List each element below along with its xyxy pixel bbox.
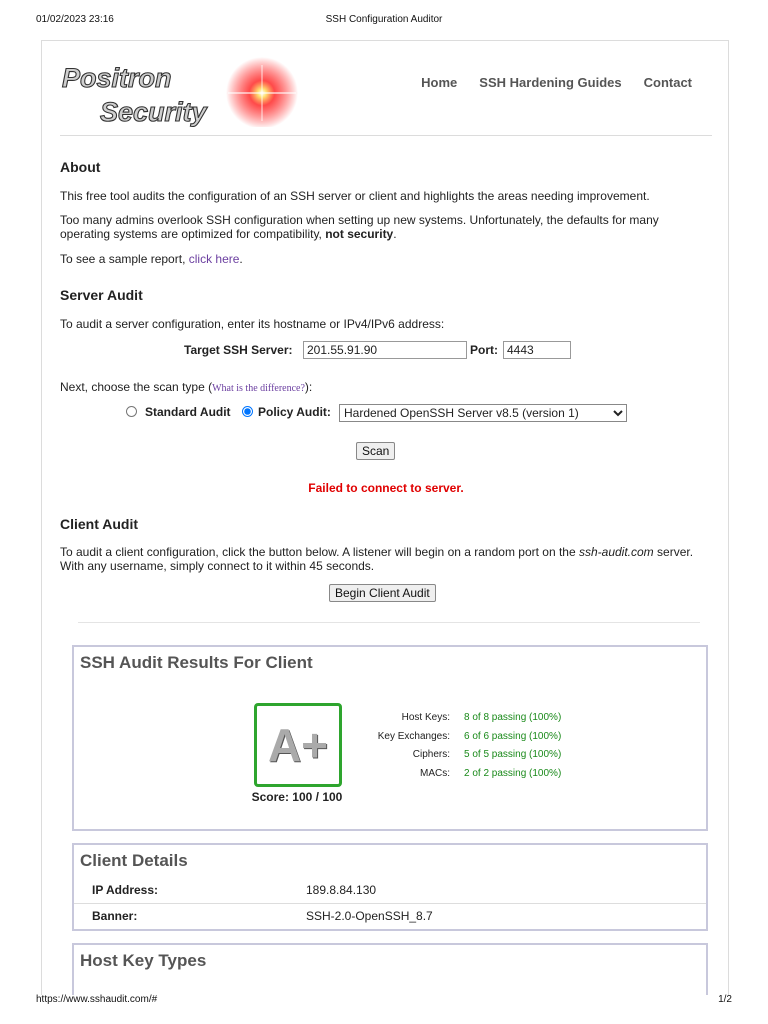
about-p2-text: Too many admins overlook SSH configuration when setting up new systems. Unfortunately, the defaults for many operating systems are optimized for compatibility, <box>60 213 659 241</box>
policy-audit-radio[interactable] <box>242 406 253 417</box>
score-label: Score: 100 / 100 <box>251 790 343 804</box>
section-divider <box>78 622 700 623</box>
page <box>41 40 729 995</box>
print-header <box>0 14 768 30</box>
results-table <box>360 712 561 786</box>
scan-type-text: Next, choose the scan type ( <box>60 380 213 394</box>
result-label: Ciphers: <box>412 749 450 760</box>
result-label: Key Exchanges: <box>377 730 450 742</box>
result-row-ciphers <box>360 749 561 768</box>
scan-button[interactable]: Scan <box>356 442 395 460</box>
result-row-macs <box>360 768 561 787</box>
banner-label: Banner: <box>92 909 138 923</box>
scan-type-end: ): <box>304 380 313 394</box>
print-page-number: 1/2 <box>718 994 732 1005</box>
policy-audit-label: Policy Audit: <box>258 405 331 419</box>
site-header <box>42 41 728 137</box>
scan-type-prompt <box>60 380 312 396</box>
grade-badge: A+ <box>254 703 342 787</box>
print-datetime: 01/02/2023 23:16 <box>36 14 114 25</box>
client-intro-line-2: With any username, simply connect to it within 45 seconds. <box>60 559 375 573</box>
logo-line-positron: Positron <box>62 63 172 93</box>
positron-security-logo[interactable] <box>58 55 308 127</box>
header-divider <box>60 135 712 136</box>
about-p2-end: . <box>393 227 397 241</box>
result-value: 6 of 6 passing (100%) <box>464 730 562 742</box>
about-p2-emphasis: not security <box>325 227 394 241</box>
about-p3-text: To see a sample report, <box>60 252 189 266</box>
ip-address-value: 189.8.84.130 <box>306 883 377 897</box>
about-paragraph-3 <box>60 252 712 266</box>
audit-results-panel <box>72 645 708 831</box>
detail-separator <box>74 903 706 904</box>
audit-results-heading: SSH Audit Results For Client <box>80 653 313 672</box>
print-footer <box>0 994 768 1010</box>
client-intro-domain: ssh-audit.com <box>578 545 654 559</box>
about-heading: About <box>60 159 101 175</box>
host-key-types-heading: Host Key Types <box>80 951 207 970</box>
standard-audit-label: Standard Audit <box>145 405 231 419</box>
host-key-types-panel <box>72 943 708 995</box>
client-intro-text: To audit a client configuration, click the button below. A listener will begin on a random port on the <box>60 545 579 559</box>
ip-address-label: IP Address: <box>92 883 159 897</box>
sample-report-link[interactable]: click here <box>188 252 240 266</box>
target-server-input[interactable] <box>303 341 467 359</box>
nav-contact[interactable]: Contact <box>643 75 692 90</box>
port-label: Port: <box>470 343 498 357</box>
logo-line-security: Security <box>100 97 207 127</box>
port-input[interactable] <box>503 341 571 359</box>
client-details-heading: Client Details <box>80 851 188 870</box>
nav-ssh-hardening-guides[interactable]: SSH Hardening Guides <box>479 75 622 90</box>
target-server-label: Target SSH Server: <box>184 343 293 357</box>
standard-audit-radio[interactable] <box>126 406 137 417</box>
client-intro-text-end: server. <box>653 545 694 559</box>
result-value: 2 of 2 passing (100%) <box>464 767 562 779</box>
client-audit-heading: Client Audit <box>60 516 139 532</box>
server-audit-intro: To audit a server configuration, enter its hostname or IPv4/IPv6 address: <box>60 317 445 331</box>
about-paragraph-2 <box>60 213 700 241</box>
scan-difference-link[interactable]: What is the difference? <box>212 383 305 394</box>
banner-value: SSH-2.0-OpenSSH_8.7 <box>306 909 433 923</box>
result-row-host-keys <box>360 712 561 731</box>
print-title: SSH Configuration Auditor <box>325 14 443 25</box>
policy-select[interactable] <box>339 404 627 422</box>
about-p3-end: . <box>239 252 243 266</box>
result-value: 5 of 5 passing (100%) <box>464 749 562 760</box>
print-url: https://www.sshaudit.com/# <box>36 994 158 1005</box>
client-details-panel <box>72 843 708 931</box>
connection-error-message: Failed to connect to server. <box>308 481 464 495</box>
about-paragraph-1: This free tool audits the configuration of an SSH server or client and highlights the areas needing improvement. <box>60 189 650 203</box>
result-value: 8 of 8 passing (100%) <box>464 712 562 723</box>
client-audit-intro <box>60 545 720 573</box>
server-audit-heading: Server Audit <box>60 287 143 303</box>
result-row-key-exchanges <box>360 731 561 750</box>
result-label: Host Keys: <box>401 712 450 723</box>
main-nav <box>421 75 692 90</box>
begin-client-audit-button[interactable]: Begin Client Audit <box>329 584 436 602</box>
result-label: MACs: <box>420 767 450 779</box>
nav-home[interactable]: Home <box>421 75 458 90</box>
